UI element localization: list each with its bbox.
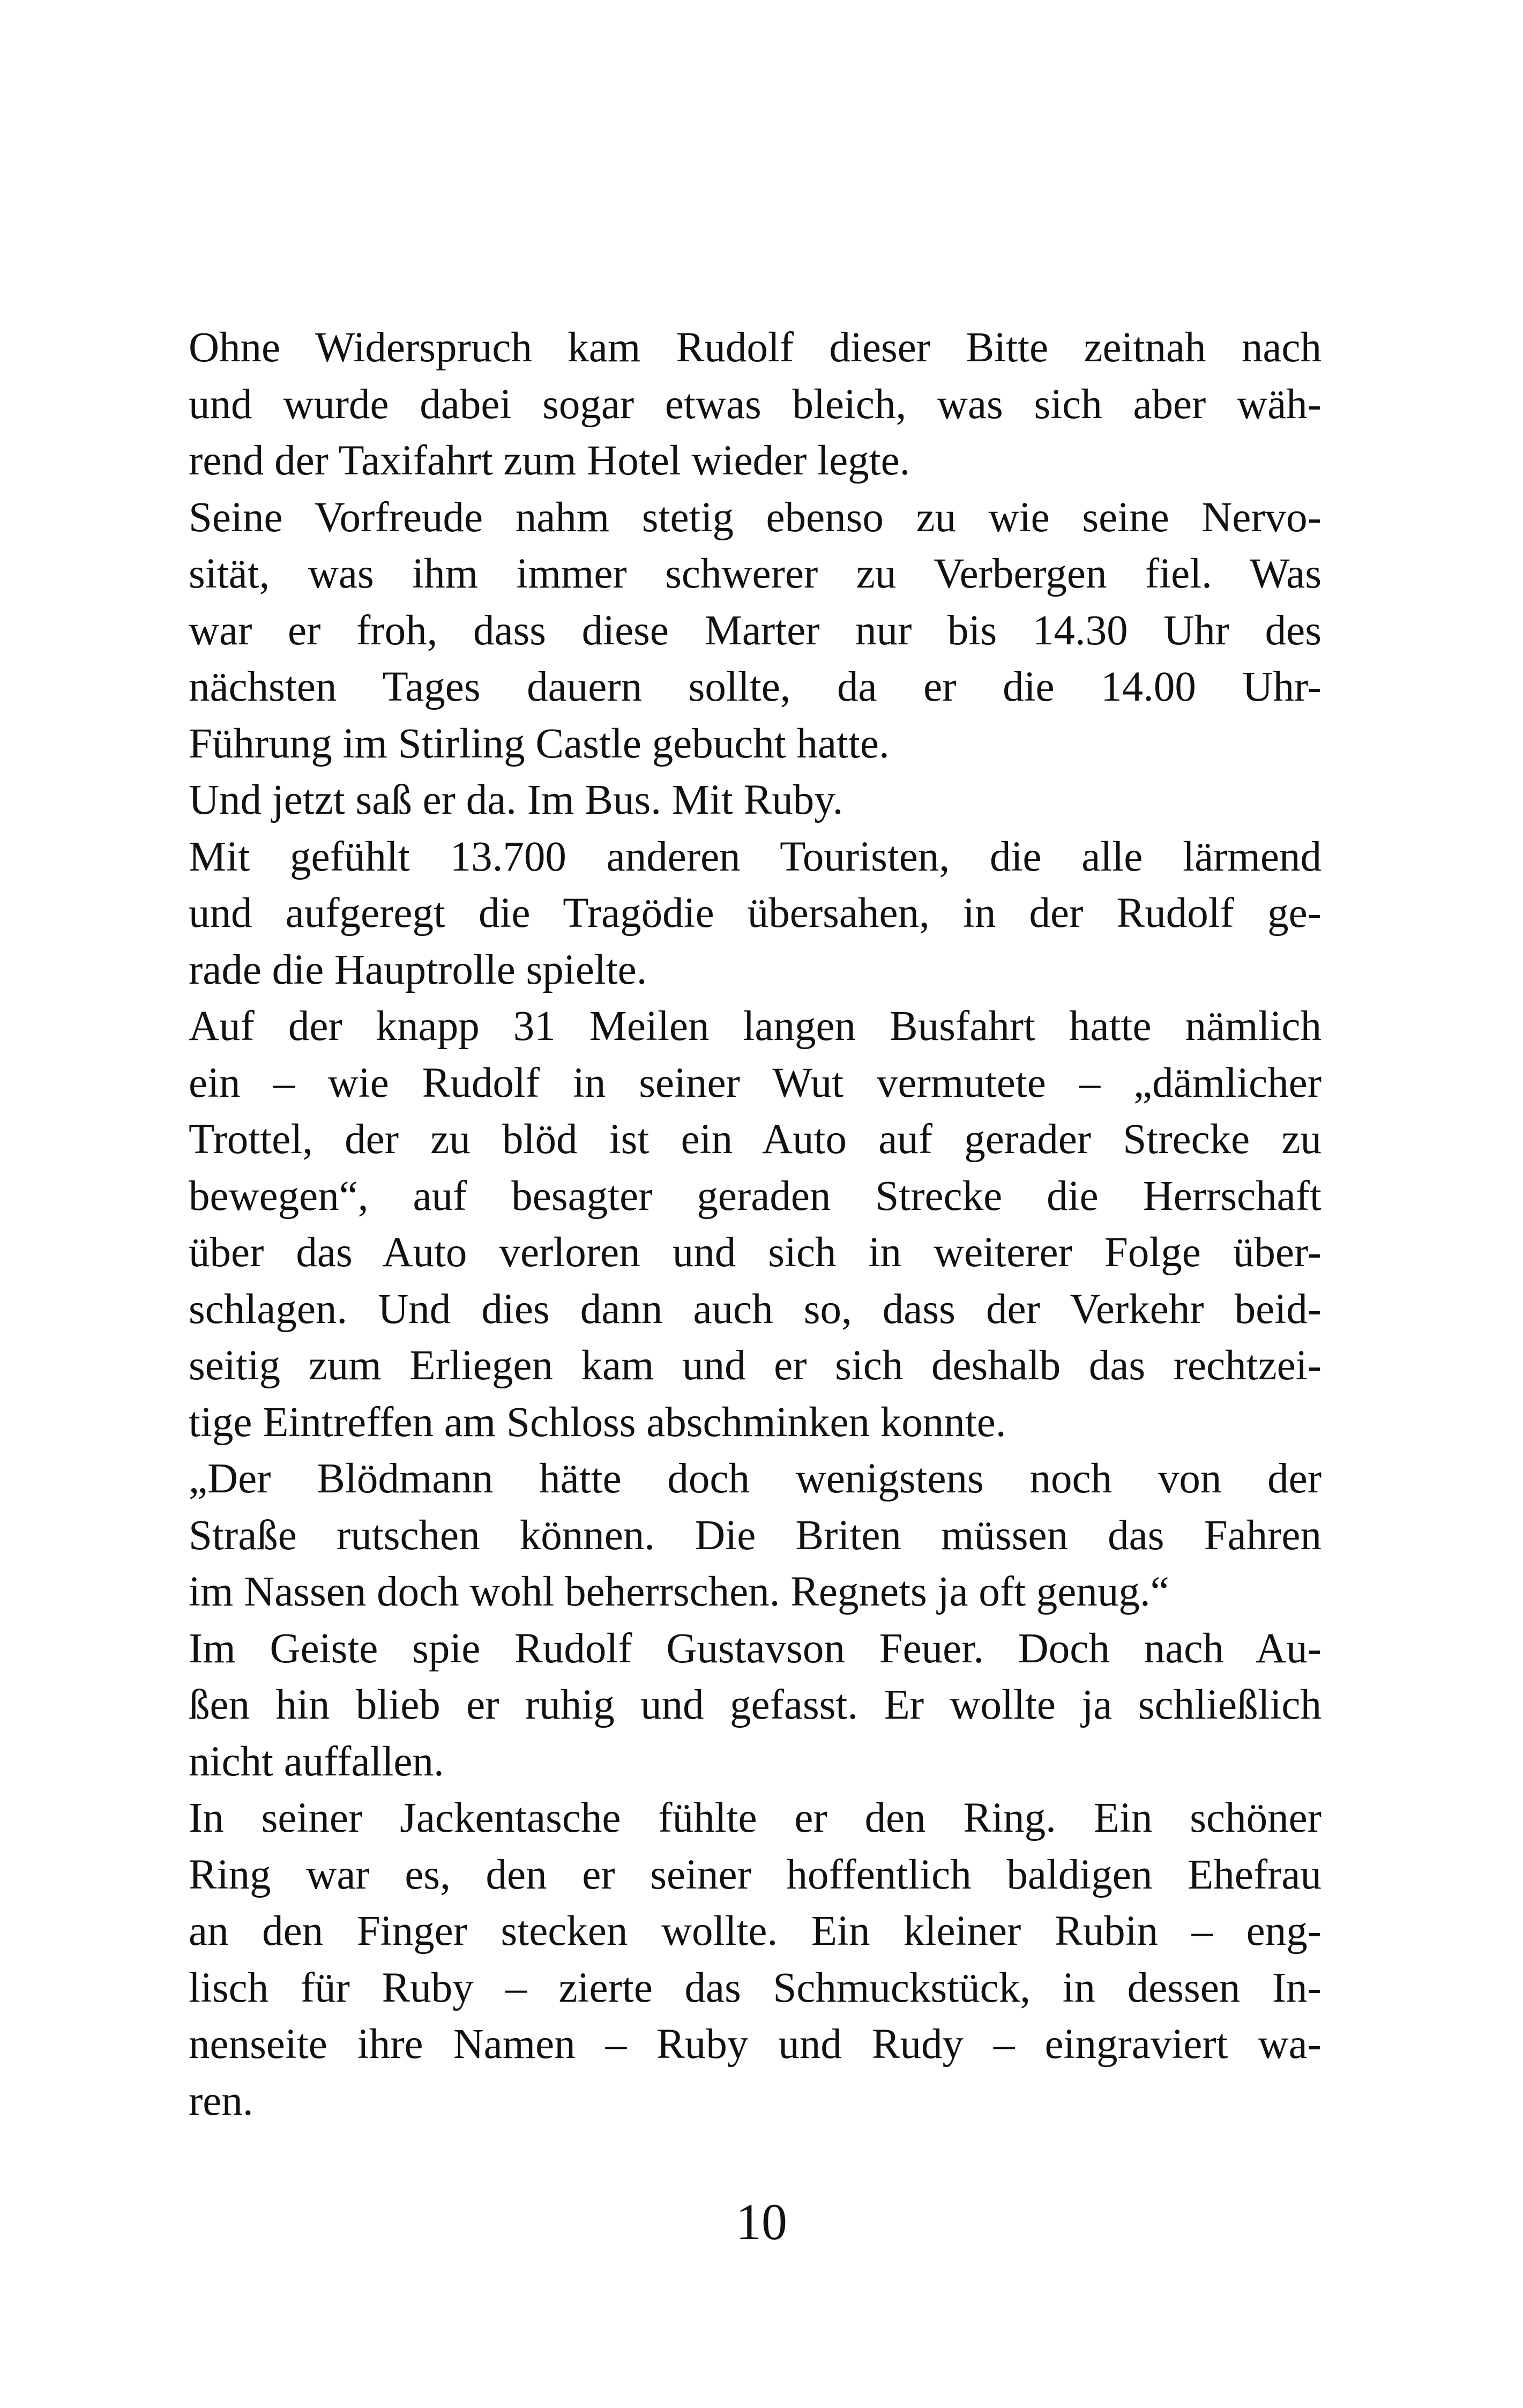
text-line: Trottel, der zu blöd ist ein Auto auf gerader Strecke zu — [189, 1116, 1322, 1163]
text-line: und aufgeregt die Tragödie übersahen, in der Rudolf ge- — [189, 890, 1322, 937]
text-line: ein – wie Rudolf in seiner Wut vermutete – „dämlicher — [189, 1059, 1322, 1106]
text-line: Und jetzt saß er da. Im Bus. Mit Ruby. — [189, 777, 843, 823]
text-line: nicht auffallen. — [189, 1738, 444, 1785]
text-line: nenseite ihre Namen – Ruby und Rudy – eingraviert wa- — [189, 2021, 1322, 2068]
text-line: „Der Blödmann hätte doch wenigstens noch von der — [189, 1455, 1322, 1502]
text-line: ßen hin blieb er ruhig und gefasst. Er wollte ja schließlich — [189, 1682, 1322, 1728]
text-line: Seine Vorfreude nahm stetig ebenso zu wie seine Nervo- — [189, 494, 1322, 541]
text-line: ren. — [189, 2077, 253, 2124]
text-line: rend der Taxifahrt zum Hotel wieder legte. — [189, 437, 910, 484]
text-line: über das Auto verloren und sich in weiterer Folge über- — [189, 1229, 1322, 1276]
text-line: war er froh, dass diese Marter nur bis 14.30 Uhr des — [189, 607, 1322, 654]
text-line: Mit gefühlt 13.700 anderen Touristen, die alle lärmend — [189, 833, 1322, 880]
text-line: sität, was ihm immer schwerer zu Verbergen fiel. Was — [189, 551, 1322, 597]
text-line: Im Geiste spie Rudolf Gustavson Feuer. Doch nach Au- — [189, 1625, 1322, 1672]
text-line: Auf der knapp 31 Meilen langen Busfahrt hatte nämlich — [189, 1003, 1322, 1050]
page-number: 10 — [736, 2193, 787, 2250]
text-line: und wurde dabei sogar etwas bleich, was sich aber wäh- — [189, 381, 1322, 428]
text-line: Ohne Widerspruch kam Rudolf dieser Bitte zeitnah nach — [189, 324, 1322, 371]
text-line: schlagen. Und dies dann auch so, dass der Verkehr beid- — [189, 1285, 1322, 1333]
text-line: rade die Hauptrolle spielte. — [189, 946, 647, 993]
text-line: tige Eintreffen am Schloss abschminken konnte. — [189, 1399, 1006, 1446]
text-line: nächsten Tages dauern sollte, da er die 14.00 Uhr- — [189, 664, 1322, 710]
text-line: Ring war es, den er seiner hoffentlich baldigen Ehefrau — [189, 1851, 1322, 1898]
body-text — [189, 319, 1322, 2129]
text-line: lisch für Ruby – zierte das Schmuckstück, in dessen In- — [189, 1964, 1322, 2011]
text-line: In seiner Jackentasche fühlte er den Ring. Ein schöner — [189, 1795, 1322, 1841]
text-line: Straße rutschen können. Die Briten müssen das Fahren — [189, 1512, 1322, 1559]
text-line: im Nassen doch wohl beherrschen. Regnets ja oft genug.“ — [189, 1569, 1169, 1615]
text-line: Führung im Stirling Castle gebucht hatte. — [189, 720, 890, 767]
text-line: seitig zum Erliegen kam und er sich deshalb das rechtzei- — [189, 1342, 1322, 1389]
text-line: bewegen“, auf besagter geraden Strecke die Herrschaft — [189, 1172, 1322, 1220]
text-line: an den Finger stecken wollte. Ein kleiner Rubin – eng- — [189, 1908, 1322, 1954]
